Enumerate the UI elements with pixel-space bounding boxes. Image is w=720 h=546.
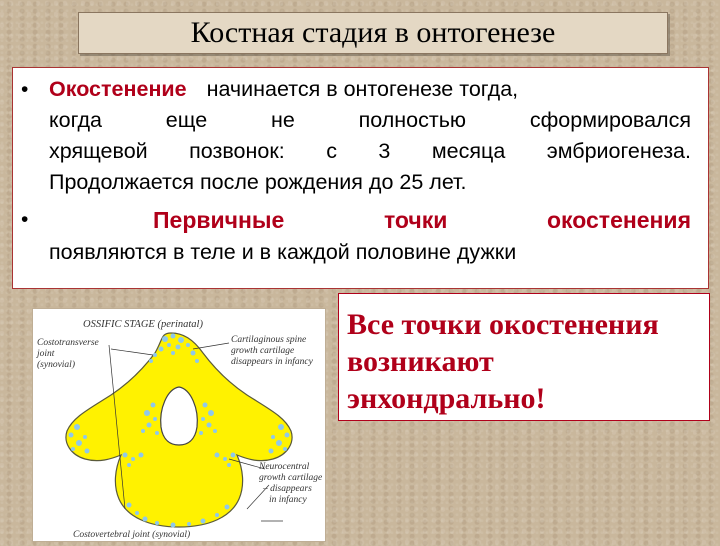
content-box	[12, 67, 709, 289]
label-costotransverse-3: (synovial)	[37, 360, 75, 370]
bullet-2-line-2: появляются в теле и в каждой половине дужки	[49, 240, 517, 264]
figure-title: OSSIFIC STAGE (perinatal)	[83, 319, 203, 330]
vertebra-illustration	[33, 309, 325, 541]
bullet-1-line-4: Продолжается после рождения до 25 лет.	[49, 170, 467, 194]
label-neurocentral-4: in infancy	[269, 495, 307, 505]
label-cartilaginous-3: disappears in infancy	[231, 357, 313, 367]
note-line-3: энхондрально!	[347, 382, 546, 415]
note-line-2: возникают	[347, 345, 494, 378]
bullet-1-line-3: хрящевой позвонок: с 3 месяца эмбриогенеза.	[49, 139, 691, 163]
label-cartilaginous-1: Cartilaginous spine	[231, 335, 307, 345]
note-box	[338, 293, 710, 421]
note-line-1: Все точки окостенения	[347, 308, 659, 341]
title-box	[78, 12, 668, 54]
label-neurocentral-3: – disappears	[263, 484, 312, 494]
bullet-1-line-1	[49, 79, 691, 101]
label-cartilaginous-2: growth cartilage	[231, 346, 295, 356]
vertebra-figure	[32, 308, 326, 542]
slide-title: Костная стадия в онтогенезе	[190, 16, 556, 49]
label-neurocentral-1: Neurocentral	[259, 462, 310, 472]
bullet-marker-2: •	[21, 208, 29, 231]
label-costotransverse-1: Costotransverse	[37, 338, 99, 348]
bullet-marker-1: •	[21, 78, 29, 101]
bullet-2-term: Первичные точки окостенения	[153, 207, 691, 233]
label-neurocentral-2: growth cartilage	[259, 473, 323, 483]
bullet-1-line-2: когда еще не полностью сформировался	[49, 108, 691, 132]
bullet-1-term: Окостенение	[49, 77, 187, 101]
bullet-1-line-1-text: начинается в онтогенезе тогда,	[206, 77, 519, 101]
label-costovertebral: Costovertebral joint (synovial)	[73, 530, 191, 540]
label-costotransverse-2: joint	[37, 349, 55, 359]
